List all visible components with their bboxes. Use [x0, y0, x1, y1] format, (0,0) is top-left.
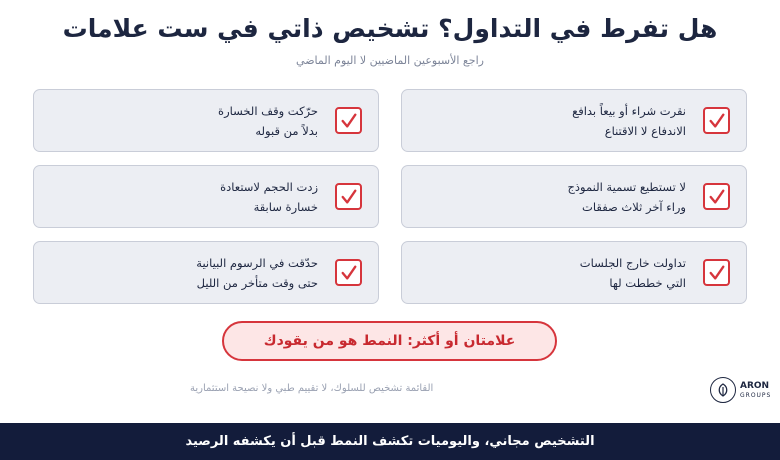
checkmark-icon[interactable]	[703, 107, 730, 134]
checkmark-icon[interactable]	[335, 107, 362, 134]
sign-card-2[interactable]	[33, 89, 379, 152]
page-title: هل تفرط في التداول؟ تشخيص ذاتي في ست علامات	[62, 14, 718, 43]
sign-card-5[interactable]	[401, 241, 747, 304]
sign-text: زدت الحجم لاستعادة خسارة سابقة	[220, 179, 318, 214]
sign-text: لا تستطيع تسمية النموذج وراء آخر ثلاث صفقات	[567, 179, 686, 214]
checkmark-icon[interactable]	[703, 259, 730, 286]
brand-logo	[710, 377, 771, 403]
checkmark-icon[interactable]	[703, 183, 730, 210]
signs-grid	[33, 89, 747, 304]
checkmark-icon[interactable]	[335, 259, 362, 286]
sign-card-6[interactable]	[33, 241, 379, 304]
sign-card-3[interactable]	[401, 165, 747, 228]
sign-text: تداولت خارج الجلسات التي خططت لها	[579, 255, 686, 290]
sign-card-1[interactable]	[401, 89, 747, 152]
leaf-circle-icon	[710, 377, 736, 403]
result-banner: علامتان أو أكثر: النمط هو من يقودك	[222, 321, 557, 361]
sign-text: حرّكت وقف الخسارة بدلاً من قبوله	[218, 103, 318, 138]
page-subtitle: راجع الأسبوعين الماضيين لا اليوم الماضي	[296, 54, 484, 67]
checkmark-icon[interactable]	[335, 183, 362, 210]
disclaimer-text: القائمة تشخيص للسلوك، لا تقييم طبي ولا نصيحة استثمارية	[190, 383, 434, 394]
sign-card-4[interactable]	[33, 165, 379, 228]
sign-text: حدّقت في الرسوم البيانية حتى وقت متأخر من الليل	[196, 255, 318, 290]
sign-text: نقرت شراء أو بيعاً بدافع الاندفاع لا الاقتناع	[572, 103, 686, 138]
logo-name: ARON	[740, 380, 770, 391]
logo-sub: GROUPS	[740, 391, 772, 399]
footer-banner: التشخيص مجاني، واليوميات تكشف النمط قبل أن يكشفه الرصيد	[0, 423, 780, 460]
